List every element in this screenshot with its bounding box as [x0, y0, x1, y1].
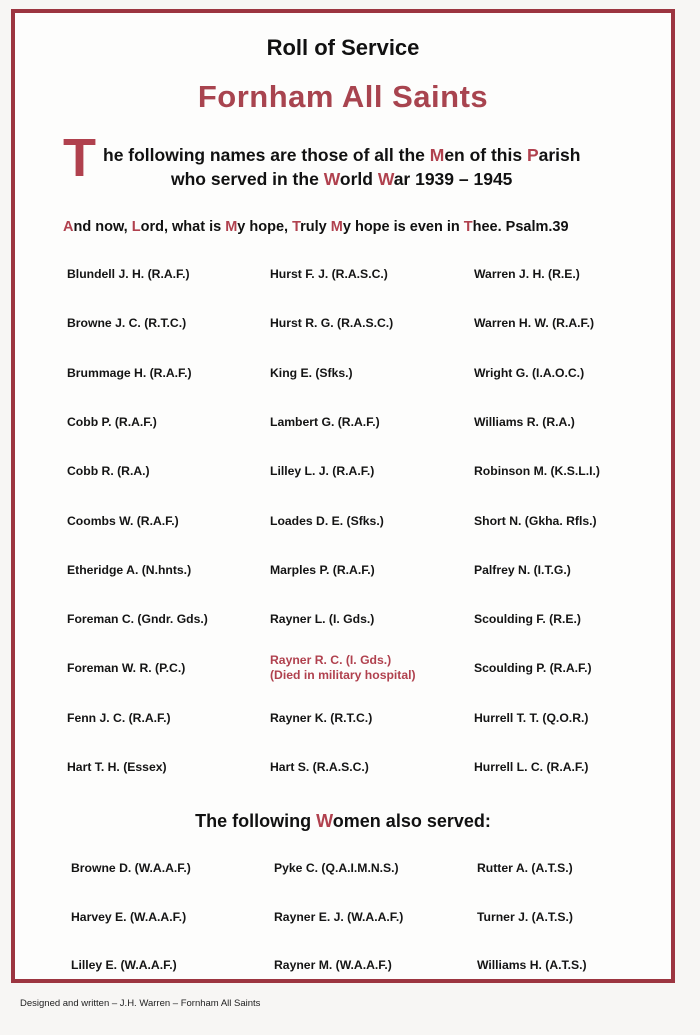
parish-title: Fornham All Saints — [197, 79, 489, 114]
text-run: hee. Psalm.39 — [472, 219, 569, 235]
text-run: The following — [195, 811, 317, 831]
text-run: omen also served: — [332, 811, 491, 831]
serviceman-entry: Browne J. C. (R.T.C.) — [67, 316, 187, 331]
text-run: nd now, — [73, 219, 132, 235]
serviceman-entry: Short N. (Gkha. Rfls.) — [474, 513, 597, 528]
red-initial: M — [225, 219, 238, 235]
serviceman-entry: Lilley L. J. (R.A.F.) — [270, 464, 375, 479]
text-run: y hope, — [237, 219, 293, 235]
serviceman-entry: Etheridge A. (N.hnts.) — [67, 562, 192, 577]
red-initial: T — [292, 219, 301, 235]
red-initial: W — [377, 169, 394, 189]
servicewoman-entry: Turner J. (A.T.S.) — [477, 909, 573, 924]
serviceman-entry: Marples P. (R.A.F.) — [270, 562, 375, 577]
servicewoman-entry: Harvey E. (W.A.A.F.) — [71, 909, 187, 924]
intro-line-1 — [103, 143, 580, 167]
servicewoman-entry: Rayner M. (W.A.A.F.) — [274, 958, 392, 972]
serviceman-entry: Foreman C. (Gndr. Gds.) — [67, 612, 208, 627]
servicewoman-entry: Williams H. (A.T.S.) — [477, 958, 587, 972]
servicewoman-entry: Rutter A. (A.T.S.) — [477, 861, 573, 875]
servicewoman-entry: Browne D. (W.A.A.F.) — [71, 861, 191, 875]
text-run: y hope is even in — [342, 219, 464, 235]
serviceman-entry: Rayner K. (R.T.C.) — [270, 710, 373, 725]
serviceman-entry: Loades D. E. (Sfks.) — [270, 513, 384, 528]
serviceman-entry: Robinson M. (K.S.L.I.) — [474, 464, 600, 479]
red-initial: W — [323, 169, 340, 189]
text-run: he following names are those of all the — [103, 145, 430, 165]
serviceman-entry-died — [270, 653, 416, 683]
roll-title: Roll of Service — [266, 35, 420, 60]
women-heading — [15, 811, 671, 832]
servicewoman-entry: Pyke C. (Q.A.I.M.N.S.) — [274, 861, 399, 875]
text-run: ruly — [300, 219, 331, 235]
red-initial: L — [131, 219, 141, 235]
serviceman-name: Rayner R. C. (I. Gds.) — [270, 653, 392, 668]
serviceman-entry: Brummage H. (R.A.F.) — [67, 365, 192, 380]
serviceman-entry: Coombs W. (R.A.F.) — [67, 513, 179, 528]
serviceman-entry: Cobb R. (R.A.) — [67, 464, 150, 479]
intro-line-2 — [171, 167, 512, 191]
serviceman-entry: Wright G. (I.A.O.C.) — [474, 365, 585, 380]
serviceman-entry: Hurst F. J. (R.A.S.C.) — [270, 267, 388, 281]
serviceman-entry: Williams R. (R.A.) — [474, 414, 575, 429]
text-run: en of this — [444, 145, 527, 165]
red-initial: W — [316, 811, 333, 831]
servicewoman-entry: Lilley E. (W.A.A.F.) — [71, 958, 177, 972]
intro-dropcap: T — [63, 128, 96, 188]
serviceman-entry: King E. (Sfks.) — [270, 365, 353, 380]
serviceman-entry: Warren J. H. (R.E.) — [474, 267, 580, 281]
serviceman-entry: Foreman W. R. (P.C.) — [67, 661, 186, 676]
serviceman-entry: Rayner L. (I. Gds.) — [270, 612, 375, 627]
serviceman-entry: Scoulding F. (R.E.) — [474, 612, 581, 627]
serviceman-entry: Hurrell T. T. (Q.O.R.) — [474, 710, 589, 725]
serviceman-entry: Hurrell L. C. (R.A.F.) — [474, 760, 589, 774]
servicewoman-entry: Rayner E. J. (W.A.A.F.) — [274, 909, 404, 924]
text-run: who served in the — [171, 169, 324, 189]
text-run: ord, what is — [140, 219, 226, 235]
red-initial: T — [463, 219, 473, 235]
footer-credit: Designed and written – J.H. Warren – Fornham All Saints — [20, 998, 261, 1009]
red-initial: M — [330, 219, 343, 235]
red-initial: P — [526, 145, 539, 165]
serviceman-entry: Palfrey N. (I.T.G.) — [474, 562, 571, 577]
roll-of-service-sheet — [11, 9, 675, 983]
psalm-verse — [63, 219, 569, 235]
serviceman-entry: Warren H. W. (R.A.F.) — [474, 316, 595, 331]
red-initial: M — [429, 145, 445, 165]
serviceman-entry: Fenn J. C. (R.A.F.) — [67, 710, 171, 725]
text-run: orld — [339, 169, 378, 189]
text-run: ar 1939 – 1945 — [393, 169, 513, 189]
serviceman-entry: Hurst R. G. (R.A.S.C.) — [270, 316, 394, 331]
text-run: arish — [538, 145, 581, 165]
serviceman-entry: Blundell J. H. (R.A.F.) — [67, 267, 190, 281]
red-initial: A — [63, 219, 74, 235]
serviceman-entry: Lambert G. (R.A.F.) — [270, 414, 380, 429]
died-note: (Died in military hospital) — [270, 668, 416, 683]
serviceman-entry: Hart T. H. (Essex) — [67, 760, 167, 774]
serviceman-entry: Scoulding P. (R.A.F.) — [474, 661, 592, 676]
serviceman-entry: Hart S. (R.A.S.C.) — [270, 760, 369, 774]
serviceman-entry: Cobb P. (R.A.F.) — [67, 414, 157, 429]
